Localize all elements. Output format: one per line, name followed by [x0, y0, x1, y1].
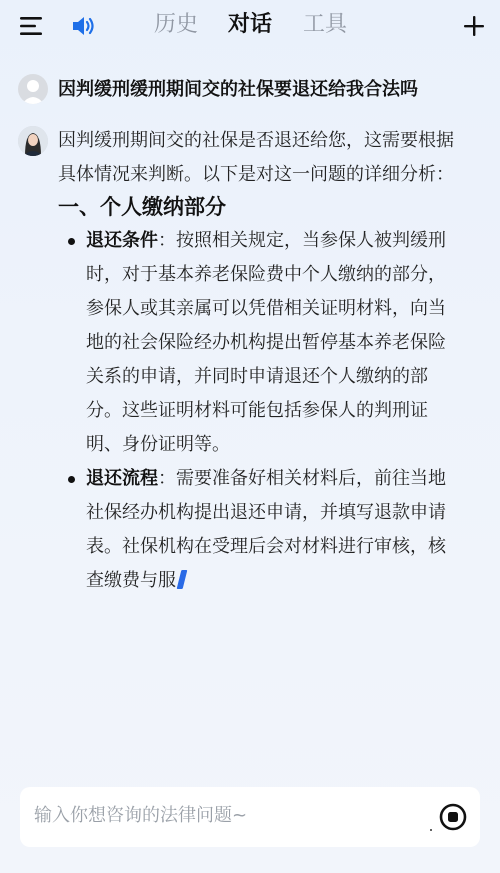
section-heading: 一、个人缴纳部分: [58, 195, 226, 219]
tab-chat[interactable]: 对话: [228, 12, 273, 37]
assistant-avatar: [18, 126, 48, 156]
bullet-list: [58, 224, 482, 598]
tab-tools[interactable]: 工具: [303, 12, 348, 37]
question-input-bar[interactable]: [20, 787, 480, 847]
plus-icon[interactable]: [462, 14, 486, 38]
list-item-line: 关系的申请，并同时申请退还个人缴纳的部: [86, 366, 428, 387]
list-item-line: 明、身份证明等。: [86, 434, 230, 455]
list-item-line: 查缴费与服: [86, 570, 176, 591]
question-input[interactable]: 输入你想咨询的法律问题~: [34, 805, 248, 826]
menu-icon[interactable]: [19, 14, 45, 38]
list-item-line: ：需要准备好相关材料后，前往当地: [158, 468, 446, 489]
list-item-line: 时，对于基本养老保险费中个人缴纳的部分，: [86, 264, 446, 285]
speaker-icon[interactable]: [70, 13, 96, 39]
tiny-dot: [430, 829, 432, 831]
top-bar: [0, 0, 500, 54]
list-item-line: 参保人或其亲属可以凭借相关证明材料，向当: [86, 298, 446, 319]
stop-icon[interactable]: [438, 802, 468, 832]
user-question-row: [18, 74, 488, 106]
list-item-line: 地的社会保险经办机构提出暂停基本养老保险: [86, 332, 446, 353]
list-item-title: 退还条件: [86, 230, 158, 251]
bullet-dot: [68, 238, 75, 245]
list-item-line: ：按照相关规定，当参保人被判缓刑: [158, 230, 446, 251]
answer-intro-line: 具体情况来判断。以下是对这一问题的详细分析：: [58, 164, 454, 185]
list-item-line: 分。这些证明材料可能包括参保人的判刑证: [86, 400, 428, 421]
typing-cursor: [177, 570, 188, 589]
answer-intro-line: 因判缓刑期间交的社保是否退还给您，这需要根据: [58, 130, 454, 151]
user-avatar-icon: [18, 74, 48, 104]
list-item-title: 退还流程: [86, 468, 158, 489]
answer-intro: [58, 124, 482, 192]
assistant-answer: [58, 124, 482, 598]
bullet-dot: [68, 476, 75, 483]
user-question-text: 因判缓刑缓刑期间交的社保要退还给我合法吗: [58, 79, 418, 100]
list-item: [58, 224, 470, 462]
list-item-line: 表。社保机构在受理后会对材料进行审核，核: [86, 536, 446, 557]
tab-history[interactable]: 历史: [154, 12, 199, 37]
list-item-line: 社保经办机构提出退还申请，并填写退款申请: [86, 502, 446, 523]
list-item: [58, 462, 470, 598]
user-avatar: [18, 74, 48, 104]
assistant-avatar-image: [18, 126, 48, 156]
